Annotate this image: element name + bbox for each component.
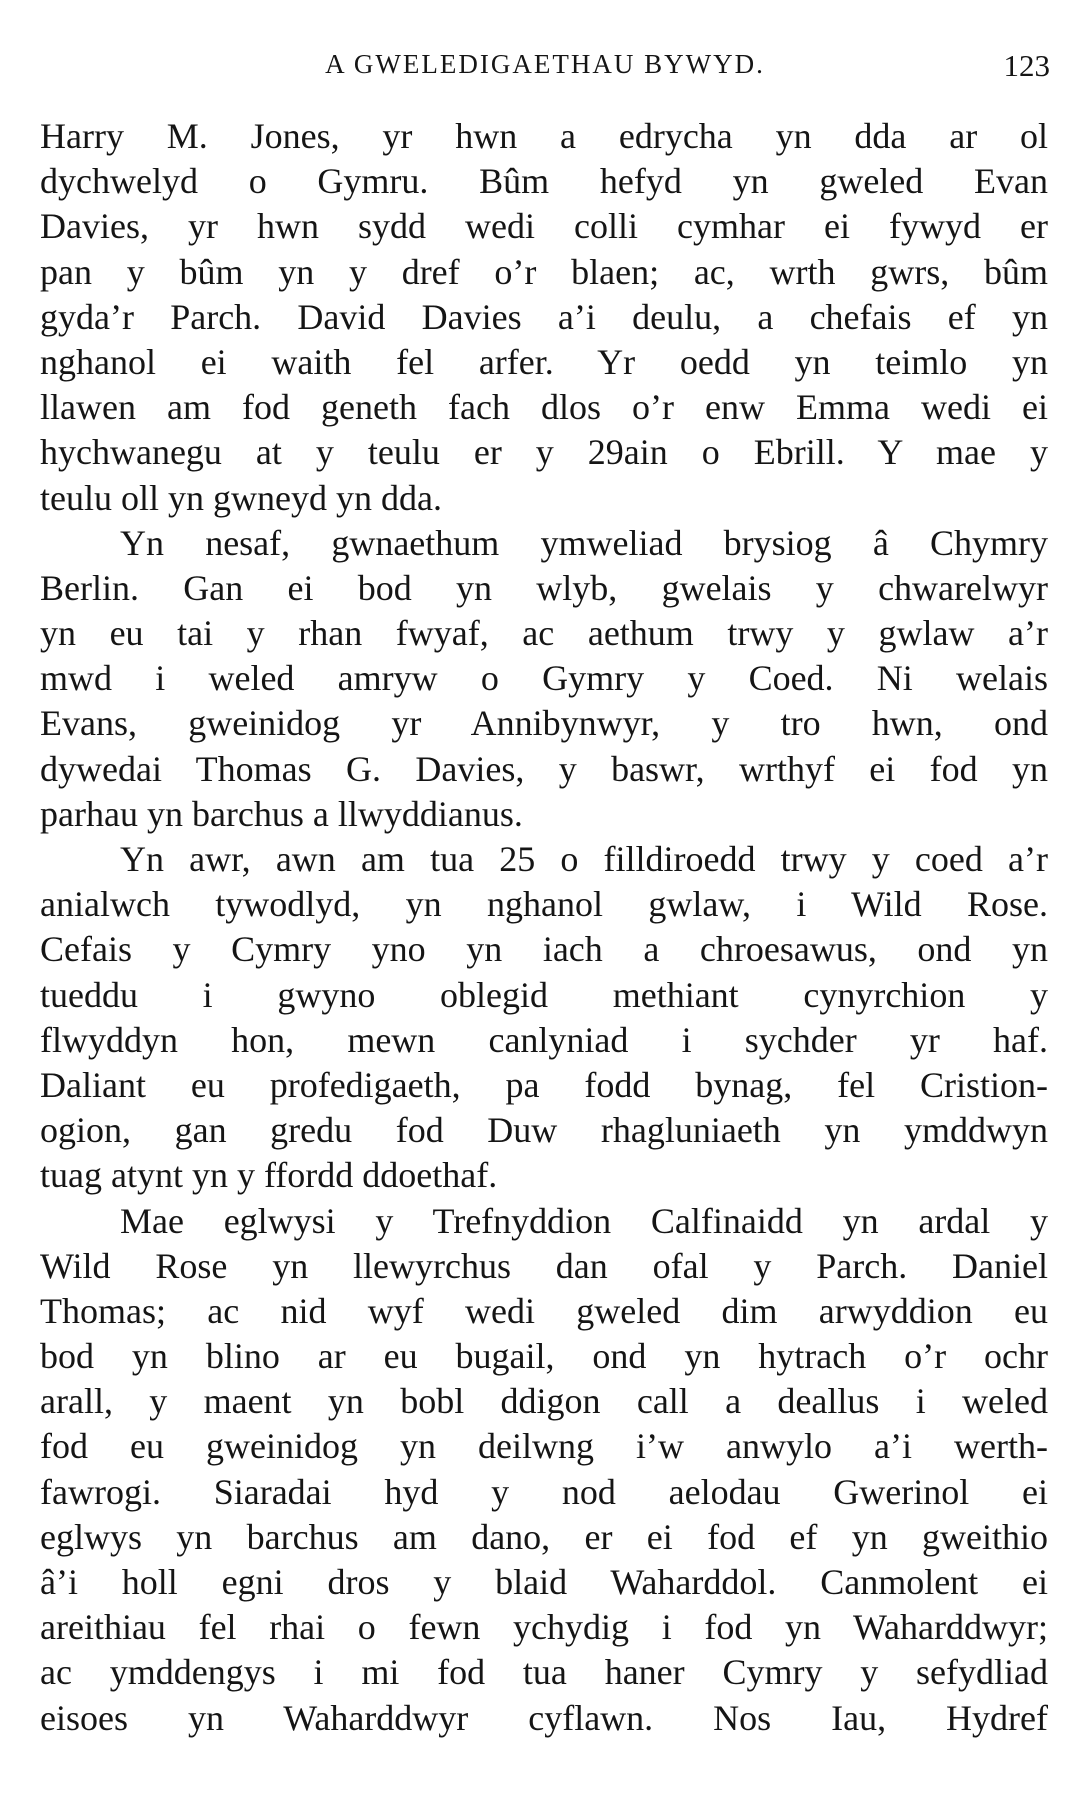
running-title: A GWELEDIGAETHAU BYWYD. [325, 49, 765, 79]
text-line: Thomas; ac nid wyf wedi gweled dim arwyddion eu [40, 1290, 1048, 1331]
text-line: pan y bûm yn y dref o’r blaen; ac, wrth gwrs, bûm [40, 251, 1048, 292]
text-line: nghanol ei waith fel arfer. Yr oedd yn teimlo yn [40, 341, 1048, 382]
text-line: ogion, gan gredu fod Duw rhagluniaeth yn ymddwyn [40, 1110, 1048, 1151]
body-text [40, 114, 1048, 1741]
text-line: fawrogi. Siaradai hyd y nod aelodau Gwerinol ei [40, 1471, 1048, 1512]
paragraph [40, 1199, 1048, 1741]
text-line: dywedai Thomas G. Davies, y baswr, wrthyf ei fod yn [40, 748, 1048, 789]
text-line: Cefais y Cymry yno yn iach a chroesawus, ond yn [40, 929, 1048, 970]
paragraph [40, 837, 1048, 1199]
text-line: teulu oll yn gwneyd yn dda. [40, 477, 442, 518]
text-line: parhau yn barchus a llwyddianus. [40, 793, 523, 834]
text-line: Daliant eu profedigaeth, pa fodd bynag, fel Cristion- [40, 1064, 1048, 1105]
text-line: tuag atynt yn y ffordd ddoethaf. [40, 1155, 498, 1196]
text-line: areithiau fel rhai o fewn ychydig i fod yn Waharddwyr; [40, 1607, 1048, 1648]
text-line: mwd i weled amryw o Gymry y Coed. Ni welais [40, 658, 1048, 699]
running-head [40, 44, 1050, 84]
paragraph [40, 114, 1048, 521]
text-line: llawen am fod geneth fach dlos o’r enw Emma wedi ei [40, 387, 1048, 428]
text-line: flwyddyn hon, mewn canlyniad i sychder yr haf. [40, 1019, 1048, 1060]
text-line: eisoes yn Waharddwyr cyflawn. Nos Iau, Hydref [40, 1697, 1048, 1738]
text-line: Harry M. Jones, yr hwn a edrycha yn dda ar ol [40, 116, 1048, 156]
text-line: Davies, yr hwn sydd wedi colli cymhar ei fywyd er [40, 206, 1048, 247]
text-line: arall, y maent yn bobl ddigon call a deallus i weled [40, 1381, 1048, 1422]
paragraph [40, 521, 1048, 837]
text-line: tueddu i gwyno oblegid methiant cynyrchion y [40, 974, 1048, 1015]
text-line: Wild Rose yn llewyrchus dan ofal y Parch. Daniel [40, 1245, 1048, 1286]
text-line: gyda’r Parch. David Davies a’i deulu, a chefais ef yn [40, 296, 1048, 337]
text-line: ac ymddengys i mi fod tua haner Cymry y sefydliad [40, 1652, 1048, 1693]
page-number: 123 [1003, 48, 1050, 83]
text-line: fod eu gweinidog yn deilwng i’w anwylo a’i werth- [40, 1426, 1048, 1467]
text-line: eglwys yn barchus am dano, er ei fod ef yn gweithio [40, 1516, 1048, 1557]
text-line: hychwanegu at y teulu er y 29ain o Ebrill. Y mae y [40, 432, 1048, 473]
text-line: Yn awr, awn am tua 25 o filldiroedd trwy y coed a’r [120, 839, 1048, 879]
text-line: Mae eglwysi y Trefnyddion Calfinaidd yn ardal y [120, 1200, 1048, 1241]
text-line: yn eu tai y rhan fwyaf, ac aethum trwy y gwlaw a’r [40, 613, 1048, 654]
text-line: Berlin. Gan ei bod yn wlyb, gwelais y chwarelwyr [40, 567, 1048, 608]
text-line: Yn nesaf, gwnaethum ymweliad brysiog â Chymry [120, 522, 1048, 563]
text-line: dychwelyd o Gymru. Bûm hefyd yn gweled Evan [40, 161, 1048, 202]
text-line: bod yn blino ar eu bugail, ond yn hytrach o’r ochr [40, 1336, 1048, 1377]
text-line: â’i holl egni dros y blaid Waharddol. Canmolent ei [40, 1562, 1048, 1602]
text-line: anialwch tywodlyd, yn nghanol gwlaw, i Wild Rose. [40, 884, 1048, 925]
text-line: Evans, gweinidog yr Annibynwyr, y tro hwn, ond [40, 703, 1048, 744]
